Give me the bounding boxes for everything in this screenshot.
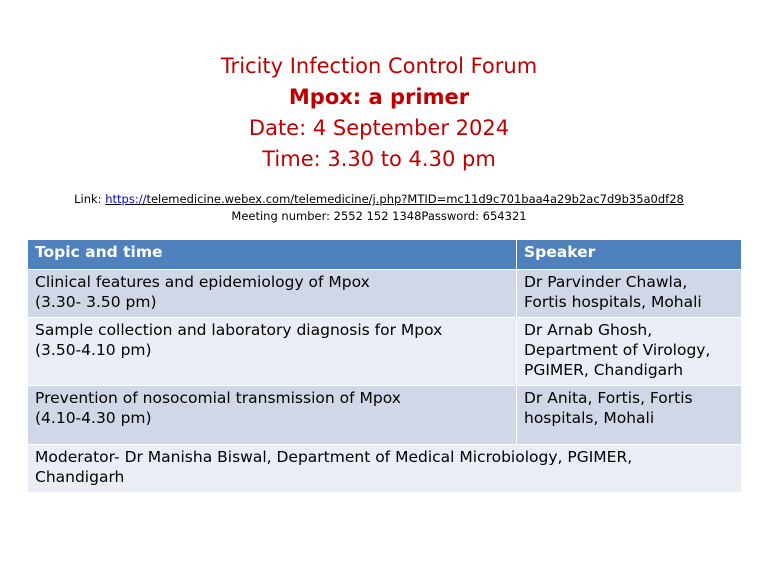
- header-topic-and-time: Topic and time: [28, 240, 517, 270]
- topic-time: (3.50-4.10 pm): [35, 341, 152, 359]
- topic-time: (4.10-4.30 pm): [35, 409, 152, 427]
- link-line: [0, 191, 758, 208]
- topic-cell: [28, 318, 517, 386]
- event-date: Date: 4 September 2024: [248, 116, 510, 140]
- speaker-line: PGIMER, Chandigarh: [524, 361, 684, 379]
- topic-cell: [28, 270, 517, 318]
- forum-name: Tricity Infection Control Forum: [220, 54, 538, 78]
- speaker-line: Fortis hospitals, Mohali: [524, 293, 702, 311]
- topic-text: Clinical features and epidemiology of Mpox: [35, 273, 370, 291]
- moderator-line: Chandigarh: [35, 468, 125, 486]
- speaker-line: hospitals, Mohali: [524, 409, 655, 427]
- table-header-row: [28, 240, 742, 270]
- topic-text: Prevention of nosocomial transmission of Mpox: [35, 389, 401, 407]
- speaker-cell: [517, 386, 742, 445]
- topic-title: Mpox: a primer: [288, 85, 470, 109]
- moderator-row: [28, 445, 742, 493]
- agenda-table: [27, 239, 742, 493]
- speaker-line: Department of Virology,: [524, 341, 711, 359]
- speaker-line: Dr Arnab Ghosh,: [524, 321, 653, 339]
- meeting-info-block: [0, 191, 758, 225]
- speaker-cell: [517, 318, 742, 386]
- table-row: [28, 270, 742, 318]
- link-url: telemedicine.webex.com/telemedicine/j.php?MTID=mc11d9c701baa4a29b2ac7d9b35a0df28: [146, 192, 684, 206]
- topic-text: Sample collection and laboratory diagnosis for Mpox: [35, 321, 443, 339]
- table-row: [28, 386, 742, 445]
- topic-cell: [28, 386, 517, 445]
- link-label: Link:: [74, 192, 106, 206]
- topic-time: (3.30- 3.50 pm): [35, 293, 157, 311]
- header-speaker: Speaker: [517, 240, 742, 270]
- moderator-cell: [28, 445, 742, 493]
- link-protocol: https://: [105, 192, 147, 206]
- title-block: [0, 51, 758, 175]
- speaker-cell: [517, 270, 742, 318]
- webex-link[interactable]: [105, 192, 684, 206]
- speaker-line: Dr Parvinder Chawla,: [524, 273, 688, 291]
- meeting-number-password: Meeting number: 2552 152 1348Password: 654321: [231, 209, 527, 223]
- moderator-line: Moderator- Dr Manisha Biswal, Department of Medical Microbiology, PGIMER,: [35, 448, 633, 466]
- table-row: [28, 318, 742, 386]
- event-time: Time: 3.30 to 4.30 pm: [262, 147, 496, 171]
- speaker-line: Dr Anita, Fortis, Fortis: [524, 389, 693, 407]
